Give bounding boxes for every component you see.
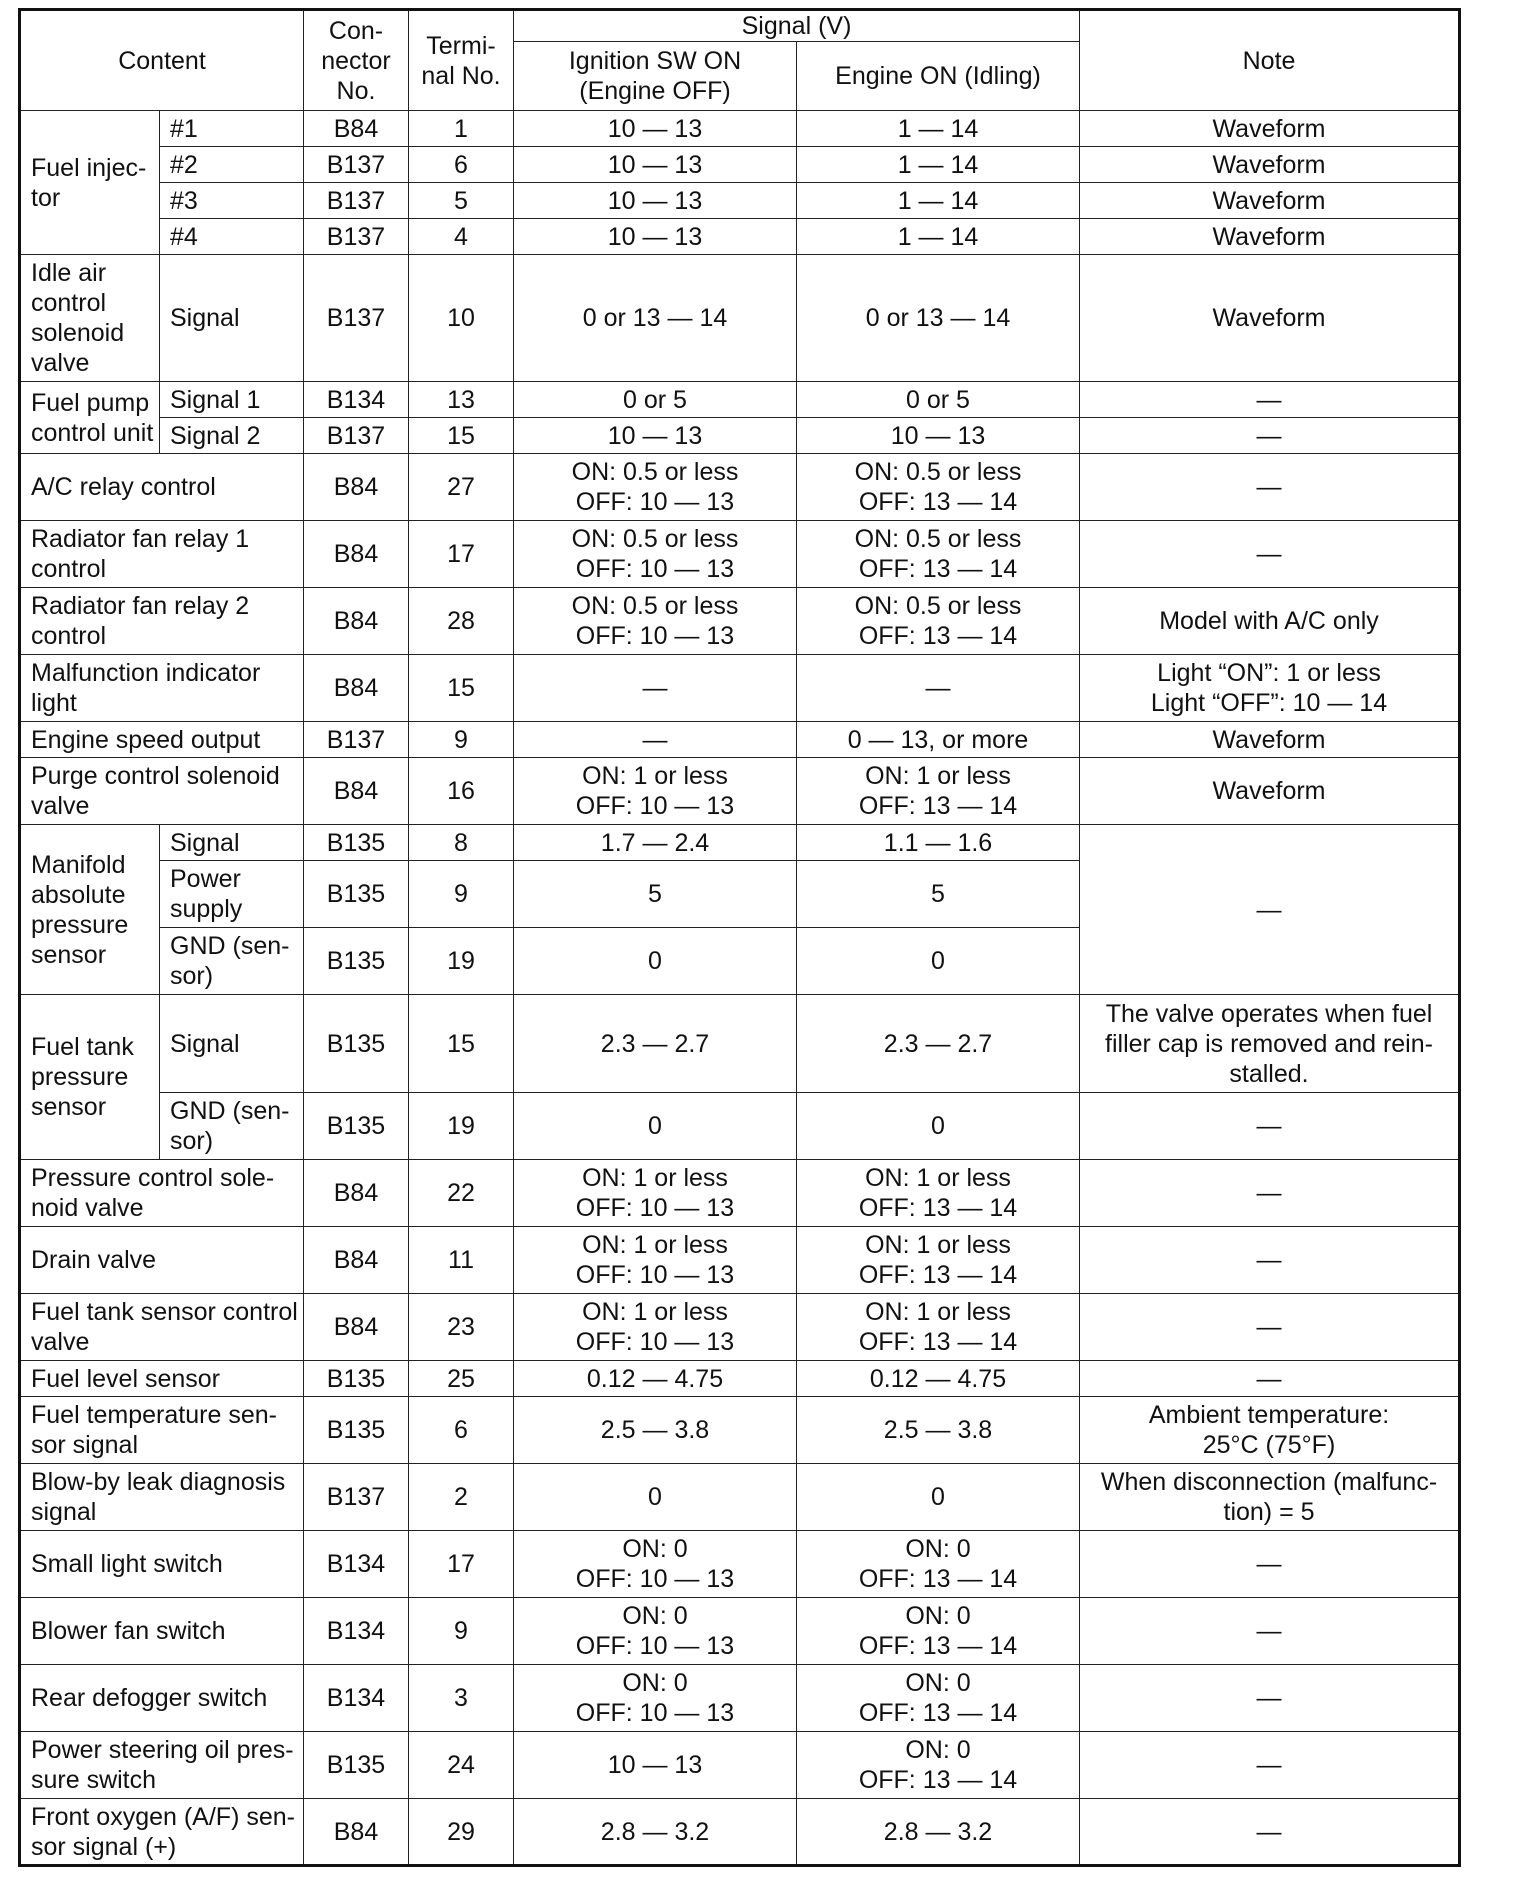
table-row bbox=[20, 1665, 1460, 1732]
content-header: Content bbox=[20, 10, 304, 111]
sub-content-cell: Signal bbox=[160, 255, 304, 382]
engine-cell: 1 — 14 bbox=[797, 111, 1080, 147]
note-cell: — bbox=[1080, 1361, 1460, 1397]
content-cell: Radiator fan relay 2 control bbox=[20, 588, 304, 655]
ignition-cell: 2.5 — 3.8 bbox=[514, 1397, 797, 1464]
content-cell: Fuel level sensor bbox=[20, 1361, 304, 1397]
content-cell: Manifold absolute pressure sensor bbox=[20, 825, 160, 995]
ignition-cell: 0.12 — 4.75 bbox=[514, 1361, 797, 1397]
note-cell: — bbox=[1080, 521, 1460, 588]
ignition-cell: ON: 0 OFF: 10 — 13 bbox=[514, 1665, 797, 1732]
connector-cell: B84 bbox=[304, 1160, 409, 1227]
ignition-cell: 0 bbox=[514, 1093, 797, 1160]
terminal-cell: 19 bbox=[409, 1093, 514, 1160]
ignition-cell: ON: 0.5 or less OFF: 10 — 13 bbox=[514, 521, 797, 588]
engine-cell: 0 bbox=[797, 1093, 1080, 1160]
engine-cell: 1 — 14 bbox=[797, 183, 1080, 219]
content-cell: Idle air control solenoid valve bbox=[20, 255, 160, 382]
ignition-cell: ON: 1 or less OFF: 10 — 13 bbox=[514, 1227, 797, 1294]
connector-cell: B137 bbox=[304, 1464, 409, 1531]
table-row bbox=[20, 1397, 1460, 1464]
ignition-cell: 1.7 — 2.4 bbox=[514, 825, 797, 861]
note-cell: — bbox=[1080, 1799, 1460, 1866]
note-cell: — bbox=[1080, 825, 1460, 995]
terminal-cell: 24 bbox=[409, 1732, 514, 1799]
content-cell: A/C relay control bbox=[20, 454, 304, 521]
note-cell: Waveform bbox=[1080, 219, 1460, 255]
table-row bbox=[20, 255, 1460, 382]
connector-cell: B135 bbox=[304, 1361, 409, 1397]
table-row bbox=[20, 995, 1460, 1093]
content-cell: Fuel pump control unit bbox=[20, 382, 160, 454]
note-cell: The valve operates when fuel filler cap is removed and rein- stalled. bbox=[1080, 995, 1460, 1093]
table-row bbox=[20, 1531, 1460, 1598]
note-cell: Waveform bbox=[1080, 183, 1460, 219]
content-cell: Small light switch bbox=[20, 1531, 304, 1598]
connector-cell: B84 bbox=[304, 1799, 409, 1866]
connector-cell: B134 bbox=[304, 1665, 409, 1732]
ignition-cell: ON: 1 or less OFF: 10 — 13 bbox=[514, 758, 797, 825]
engine-cell: 0 or 5 bbox=[797, 382, 1080, 418]
content-cell: Pressure control sole- noid valve bbox=[20, 1160, 304, 1227]
connector-cell: B135 bbox=[304, 861, 409, 928]
connector-cell: B137 bbox=[304, 219, 409, 255]
table-row bbox=[20, 382, 1460, 418]
content-cell: Drain valve bbox=[20, 1227, 304, 1294]
table-row bbox=[20, 219, 1460, 255]
table-row bbox=[20, 1227, 1460, 1294]
ignition-cell: 2.3 — 2.7 bbox=[514, 995, 797, 1093]
connector-cell: B84 bbox=[304, 588, 409, 655]
note-cell: — bbox=[1080, 418, 1460, 454]
ignition-cell: 0 or 13 — 14 bbox=[514, 255, 797, 382]
note-cell: Ambient temperature: 25°C (75°F) bbox=[1080, 1397, 1460, 1464]
terminal-cell: 29 bbox=[409, 1799, 514, 1866]
table-row bbox=[20, 147, 1460, 183]
terminal-cell: 17 bbox=[409, 1531, 514, 1598]
note-cell: Waveform bbox=[1080, 147, 1460, 183]
connector-cell: B84 bbox=[304, 454, 409, 521]
engine-cell: ON: 0.5 or less OFF: 13 — 14 bbox=[797, 454, 1080, 521]
table-row bbox=[20, 183, 1460, 219]
ignition-header: Ignition SW ON (Engine OFF) bbox=[514, 42, 797, 111]
engine-cell: ON: 1 or less OFF: 13 — 14 bbox=[797, 1160, 1080, 1227]
note-header: Note bbox=[1080, 10, 1460, 111]
connector-cell: B134 bbox=[304, 1531, 409, 1598]
engine-cell: 1 — 14 bbox=[797, 219, 1080, 255]
ignition-cell: 10 — 13 bbox=[514, 111, 797, 147]
engine-cell: ON: 0 OFF: 13 — 14 bbox=[797, 1665, 1080, 1732]
ignition-cell: ON: 1 or less OFF: 10 — 13 bbox=[514, 1160, 797, 1227]
terminal-cell: 15 bbox=[409, 995, 514, 1093]
sub-content-cell: Signal 2 bbox=[160, 418, 304, 454]
sub-content-cell: #4 bbox=[160, 219, 304, 255]
terminal-cell: 22 bbox=[409, 1160, 514, 1227]
terminal-cell: 10 bbox=[409, 255, 514, 382]
content-cell: Blower fan switch bbox=[20, 1598, 304, 1665]
engine-cell: 1 — 14 bbox=[797, 147, 1080, 183]
ignition-cell: — bbox=[514, 722, 797, 758]
ignition-cell: ON: 0 OFF: 10 — 13 bbox=[514, 1531, 797, 1598]
connector-header: Con- nector No. bbox=[304, 10, 409, 111]
ignition-cell: 2.8 — 3.2 bbox=[514, 1799, 797, 1866]
header-row bbox=[20, 10, 1460, 42]
note-cell: Waveform bbox=[1080, 758, 1460, 825]
note-cell: Waveform bbox=[1080, 111, 1460, 147]
sub-content-cell: #1 bbox=[160, 111, 304, 147]
note-cell: — bbox=[1080, 1294, 1460, 1361]
connector-cell: B134 bbox=[304, 382, 409, 418]
engine-cell: 0 bbox=[797, 928, 1080, 995]
connector-cell: B84 bbox=[304, 758, 409, 825]
terminal-header: Termi- nal No. bbox=[409, 10, 514, 111]
engine-cell: 0 — 13, or more bbox=[797, 722, 1080, 758]
ignition-cell: — bbox=[514, 655, 797, 722]
table-row bbox=[20, 722, 1460, 758]
table-row bbox=[20, 825, 1460, 861]
content-cell: Radiator fan relay 1 control bbox=[20, 521, 304, 588]
ignition-cell: ON: 0 OFF: 10 — 13 bbox=[514, 1598, 797, 1665]
ignition-cell: 10 — 13 bbox=[514, 147, 797, 183]
sub-content-cell: #3 bbox=[160, 183, 304, 219]
table-row bbox=[20, 1732, 1460, 1799]
connector-cell: B135 bbox=[304, 928, 409, 995]
connector-cell: B135 bbox=[304, 1397, 409, 1464]
ignition-cell: 0 or 5 bbox=[514, 382, 797, 418]
terminal-cell: 9 bbox=[409, 861, 514, 928]
table-row bbox=[20, 1361, 1460, 1397]
terminal-cell: 16 bbox=[409, 758, 514, 825]
engine-cell: ON: 0.5 or less OFF: 13 — 14 bbox=[797, 588, 1080, 655]
note-cell: Model with A/C only bbox=[1080, 588, 1460, 655]
terminal-cell: 9 bbox=[409, 722, 514, 758]
sub-content-cell: Signal bbox=[160, 995, 304, 1093]
engine-cell: 0.12 — 4.75 bbox=[797, 1361, 1080, 1397]
ignition-cell: 0 bbox=[514, 1464, 797, 1531]
table-row bbox=[20, 454, 1460, 521]
connector-cell: B84 bbox=[304, 111, 409, 147]
terminal-cell: 3 bbox=[409, 1665, 514, 1732]
terminal-cell: 11 bbox=[409, 1227, 514, 1294]
connector-cell: B137 bbox=[304, 255, 409, 382]
ignition-cell: 10 — 13 bbox=[514, 219, 797, 255]
terminal-cell: 2 bbox=[409, 1464, 514, 1531]
ignition-cell: 0 bbox=[514, 928, 797, 995]
note-cell: — bbox=[1080, 1665, 1460, 1732]
content-cell: Rear defogger switch bbox=[20, 1665, 304, 1732]
engine-cell: ON: 0 OFF: 13 — 14 bbox=[797, 1598, 1080, 1665]
ignition-cell: ON: 1 or less OFF: 10 — 13 bbox=[514, 1294, 797, 1361]
content-cell: Malfunction indicator light bbox=[20, 655, 304, 722]
note-cell: — bbox=[1080, 1093, 1460, 1160]
connector-cell: B135 bbox=[304, 1093, 409, 1160]
content-cell: Blow-by leak diagnosis signal bbox=[20, 1464, 304, 1531]
note-cell: — bbox=[1080, 454, 1460, 521]
engine-cell: — bbox=[797, 655, 1080, 722]
terminal-cell: 28 bbox=[409, 588, 514, 655]
connector-cell: B84 bbox=[304, 521, 409, 588]
sub-content-cell: GND (sen- sor) bbox=[160, 1093, 304, 1160]
signal-header: Signal (V) bbox=[514, 10, 1080, 42]
terminal-cell: 5 bbox=[409, 183, 514, 219]
engine-cell: 0 or 13 — 14 bbox=[797, 255, 1080, 382]
sub-content-cell: Signal 1 bbox=[160, 382, 304, 418]
table-row bbox=[20, 1598, 1460, 1665]
connector-cell: B135 bbox=[304, 1732, 409, 1799]
engine-cell: 1.1 — 1.6 bbox=[797, 825, 1080, 861]
table-row bbox=[20, 1294, 1460, 1361]
table-row bbox=[20, 521, 1460, 588]
ignition-cell: ON: 0.5 or less OFF: 10 — 13 bbox=[514, 454, 797, 521]
engine-cell: ON: 1 or less OFF: 13 — 14 bbox=[797, 1227, 1080, 1294]
engine-cell: 10 — 13 bbox=[797, 418, 1080, 454]
connector-cell: B135 bbox=[304, 995, 409, 1093]
terminal-cell: 15 bbox=[409, 418, 514, 454]
content-cell: Power steering oil pres- sure switch bbox=[20, 1732, 304, 1799]
engine-cell: 2.8 — 3.2 bbox=[797, 1799, 1080, 1866]
note-cell: When disconnection (malfunc- tion) = 5 bbox=[1080, 1464, 1460, 1531]
content-cell: Fuel tank sensor control valve bbox=[20, 1294, 304, 1361]
connector-cell: B135 bbox=[304, 825, 409, 861]
ignition-cell: ON: 0.5 or less OFF: 10 — 13 bbox=[514, 588, 797, 655]
engine-cell: 5 bbox=[797, 861, 1080, 928]
engine-header: Engine ON (Idling) bbox=[797, 42, 1080, 111]
terminal-cell: 6 bbox=[409, 1397, 514, 1464]
note-cell: Waveform bbox=[1080, 722, 1460, 758]
terminal-cell: 17 bbox=[409, 521, 514, 588]
terminal-cell: 8 bbox=[409, 825, 514, 861]
note-cell: — bbox=[1080, 1531, 1460, 1598]
signal-table bbox=[18, 8, 1461, 1867]
content-cell: Engine speed output bbox=[20, 722, 304, 758]
engine-cell: ON: 0 OFF: 13 — 14 bbox=[797, 1531, 1080, 1598]
note-cell: — bbox=[1080, 1227, 1460, 1294]
table-row bbox=[20, 418, 1460, 454]
connector-cell: B137 bbox=[304, 418, 409, 454]
ignition-cell: 10 — 13 bbox=[514, 418, 797, 454]
terminal-cell: 9 bbox=[409, 1598, 514, 1665]
terminal-cell: 25 bbox=[409, 1361, 514, 1397]
connector-cell: B84 bbox=[304, 1294, 409, 1361]
ignition-cell: 10 — 13 bbox=[514, 183, 797, 219]
content-cell: Fuel temperature sen- sor signal bbox=[20, 1397, 304, 1464]
ignition-cell: 10 — 13 bbox=[514, 1732, 797, 1799]
engine-cell: ON: 0.5 or less OFF: 13 — 14 bbox=[797, 521, 1080, 588]
sub-content-cell: GND (sen- sor) bbox=[160, 928, 304, 995]
terminal-cell: 1 bbox=[409, 111, 514, 147]
terminal-cell: 13 bbox=[409, 382, 514, 418]
content-cell: Fuel tank pressure sensor bbox=[20, 995, 160, 1160]
connector-cell: B137 bbox=[304, 147, 409, 183]
sub-content-cell: #2 bbox=[160, 147, 304, 183]
note-cell: — bbox=[1080, 1732, 1460, 1799]
engine-cell: 2.5 — 3.8 bbox=[797, 1397, 1080, 1464]
table-row bbox=[20, 1093, 1460, 1160]
terminal-cell: 4 bbox=[409, 219, 514, 255]
note-cell: Light “ON”: 1 or less Light “OFF”: 10 — 14 bbox=[1080, 655, 1460, 722]
engine-cell: ON: 0 OFF: 13 — 14 bbox=[797, 1732, 1080, 1799]
table-row bbox=[20, 588, 1460, 655]
connector-cell: B84 bbox=[304, 655, 409, 722]
table-row bbox=[20, 758, 1460, 825]
engine-cell: ON: 1 or less OFF: 13 — 14 bbox=[797, 1294, 1080, 1361]
sub-content-cell: Power supply bbox=[160, 861, 304, 928]
terminal-cell: 19 bbox=[409, 928, 514, 995]
content-cell: Fuel injec- tor bbox=[20, 111, 160, 255]
engine-cell: ON: 1 or less OFF: 13 — 14 bbox=[797, 758, 1080, 825]
content-cell: Front oxygen (A/F) sen- sor signal (+) bbox=[20, 1799, 304, 1866]
connector-cell: B134 bbox=[304, 1598, 409, 1665]
terminal-cell: 27 bbox=[409, 454, 514, 521]
note-cell: — bbox=[1080, 382, 1460, 418]
terminal-cell: 23 bbox=[409, 1294, 514, 1361]
table-row bbox=[20, 1799, 1460, 1866]
table-row bbox=[20, 1464, 1460, 1531]
note-cell: — bbox=[1080, 1598, 1460, 1665]
table-row bbox=[20, 111, 1460, 147]
engine-cell: 2.3 — 2.7 bbox=[797, 995, 1080, 1093]
ignition-cell: 5 bbox=[514, 861, 797, 928]
table-row bbox=[20, 655, 1460, 722]
note-cell: Waveform bbox=[1080, 255, 1460, 382]
connector-cell: B137 bbox=[304, 183, 409, 219]
engine-cell: 0 bbox=[797, 1464, 1080, 1531]
terminal-cell: 6 bbox=[409, 147, 514, 183]
terminal-cell: 15 bbox=[409, 655, 514, 722]
sub-content-cell: Signal bbox=[160, 825, 304, 861]
connector-cell: B84 bbox=[304, 1227, 409, 1294]
content-cell: Purge control solenoid valve bbox=[20, 758, 304, 825]
connector-cell: B137 bbox=[304, 722, 409, 758]
table-row bbox=[20, 1160, 1460, 1227]
note-cell: — bbox=[1080, 1160, 1460, 1227]
